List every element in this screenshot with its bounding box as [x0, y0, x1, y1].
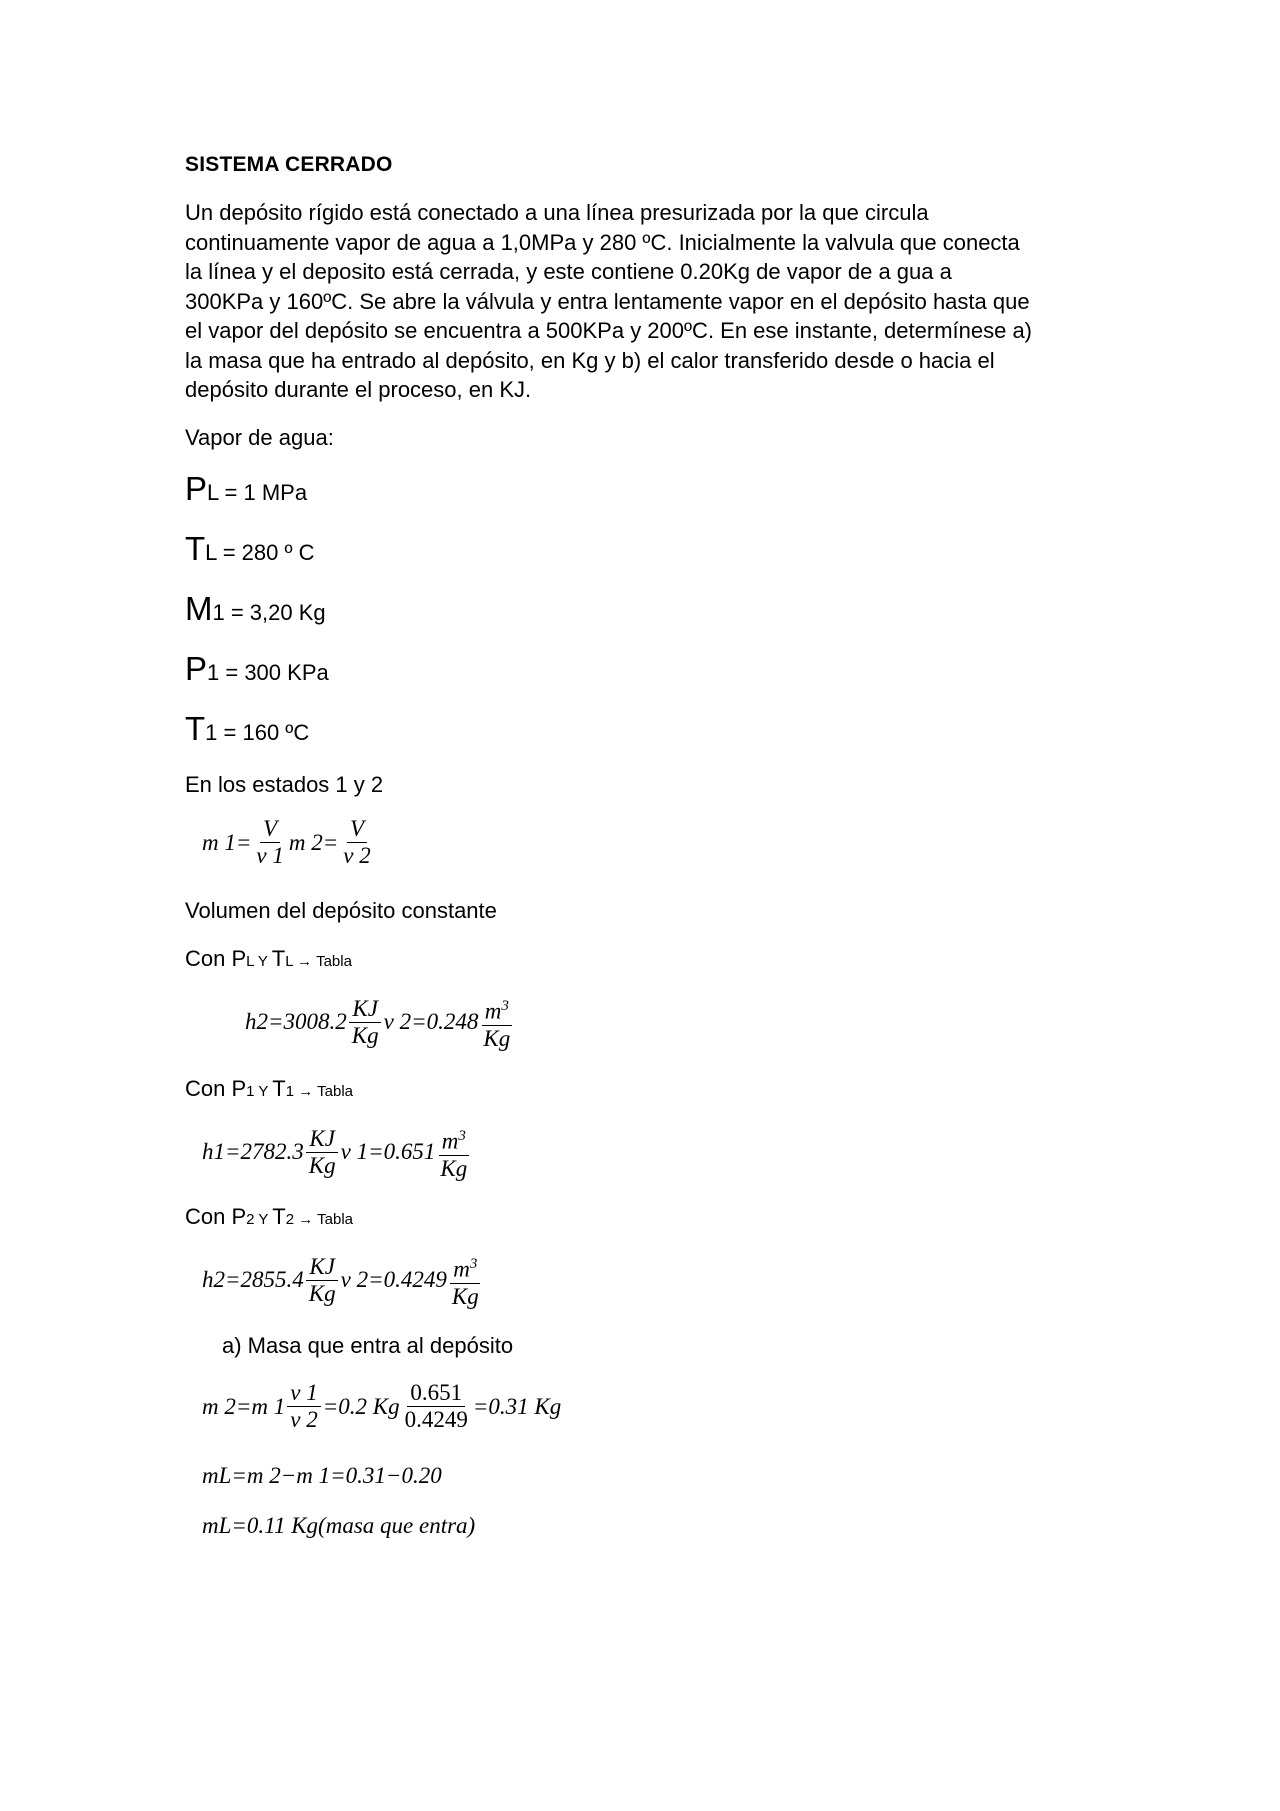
eq-term: h1=2782.3	[202, 1139, 304, 1165]
lookup-arrow: → Tabla	[293, 953, 352, 970]
problem-line: Un depósito rígido está conectado a una línea presurizada por la que circula	[185, 200, 929, 225]
fraction	[480, 993, 513, 1052]
numerator: KJ	[306, 1254, 338, 1281]
denominator: v 2	[290, 1407, 318, 1432]
lookup-sub: 2 Y	[246, 1211, 273, 1228]
numerator: m	[484, 998, 502, 1024]
lookup-sub: 2	[285, 1211, 295, 1228]
equation-m2	[202, 1380, 561, 1433]
variable-value: 1 = 160 ºC	[205, 720, 310, 745]
denominator: Kg	[483, 1025, 511, 1051]
denominator: v 2	[343, 843, 371, 868]
problem-line: depósito durante el proceso, en KJ.	[185, 377, 532, 402]
variable-value: L = 1 MPa	[207, 480, 308, 505]
lookup-sub: 1 Y	[246, 1083, 273, 1100]
fraction	[437, 1123, 470, 1182]
lookup-text: T	[272, 1204, 286, 1229]
problem-line: el vapor del depósito se encuentra a 500KPa y 200ºC. En ese instante, determínese a)	[185, 318, 1033, 343]
table-lookup-2	[185, 1204, 353, 1230]
denominator: v 1	[256, 843, 284, 868]
lookup-arrow: → Tabla	[294, 1211, 354, 1228]
variable-symbol: P	[185, 470, 208, 507]
fraction	[402, 1380, 471, 1433]
denominator: Kg	[308, 1152, 336, 1178]
fraction	[306, 1126, 339, 1179]
equation-h2-state-2	[202, 1251, 484, 1310]
fraction	[340, 816, 373, 869]
eq-term: =0.31 Kg	[472, 1393, 562, 1419]
numerator: V	[260, 816, 280, 843]
problem-statement	[185, 198, 1105, 405]
eq-term: m 1=	[202, 829, 252, 855]
equation-h1	[202, 1123, 472, 1182]
equation-mL-result: mL=0.11 Kg(masa que entra)	[202, 1513, 476, 1538]
denominator: Kg	[351, 1022, 379, 1048]
variable-value: 1 = 3,20 Kg	[212, 600, 326, 625]
lookup-text: Con P	[185, 1076, 247, 1101]
volume-label: Volumen del depósito constante	[185, 898, 497, 923]
vapor-label: Vapor de agua:	[185, 425, 334, 450]
denominator: Kg	[451, 1283, 479, 1309]
lookup-text: T	[272, 1076, 286, 1101]
eq-term: h2=2855.4	[202, 1267, 304, 1293]
table-lookup-L	[185, 946, 352, 972]
exponent: 3	[458, 1128, 466, 1144]
list-item-a: a) Masa que entra al depósito	[222, 1333, 514, 1358]
problem-line: continuamente vapor de agua a 1,0MPa y 280 ºC. Inicialmente la valvula que conecta	[185, 229, 1020, 255]
equation-mL-difference: mL=m 2−m 1=0.31−0.20	[202, 1463, 442, 1488]
numerator: KJ	[306, 1126, 338, 1153]
eq-term: m 2=m 1	[202, 1393, 286, 1419]
variable-T1	[185, 710, 309, 748]
numerator: v 1	[287, 1380, 320, 1407]
fraction	[449, 1251, 482, 1310]
eq-term: m 2=	[288, 829, 339, 855]
fraction	[287, 1380, 320, 1433]
equation-mass-volume	[202, 816, 376, 869]
eq-term: v 1=0.651	[340, 1139, 436, 1165]
exponent: 3	[469, 1256, 478, 1272]
variable-symbol: M	[185, 590, 213, 627]
fraction	[349, 996, 382, 1049]
eq-term: v 2=0.248	[383, 1009, 479, 1035]
denominator: Kg	[308, 1280, 336, 1306]
fraction	[253, 816, 286, 869]
eq-term: h2=3008.2	[245, 1009, 347, 1035]
denominator: 0.4249	[404, 1407, 468, 1432]
denominator: Kg	[440, 1155, 468, 1181]
numerator: m	[441, 1128, 459, 1154]
equation-h2-state-L	[245, 993, 515, 1052]
variable-symbol: P	[185, 650, 208, 687]
lookup-text: Con P	[185, 1204, 247, 1229]
variable-TL	[185, 530, 315, 568]
variable-symbol: T	[185, 530, 206, 567]
variable-M1	[185, 590, 326, 628]
lookup-text: Con P	[185, 946, 247, 971]
numerator: 0.651	[407, 1380, 465, 1407]
problem-line: la masa que ha entrado al depósito, en Kg y b) el calor transferido desde o hacia el	[185, 347, 995, 373]
variable-value: L = 280 º C	[205, 540, 315, 565]
eq-term: v 2=0.4249	[340, 1267, 447, 1293]
numerator: V	[347, 816, 367, 843]
numerator: KJ	[349, 996, 381, 1023]
lookup-text: T	[271, 946, 286, 971]
numerator: m	[453, 1256, 470, 1282]
page-title: SISTEMA CERRADO	[185, 153, 393, 176]
lookup-sub: L	[285, 953, 293, 970]
eq-term: =0.2 Kg	[322, 1393, 400, 1419]
lookup-sub: L Y	[246, 953, 272, 970]
variable-PL	[185, 470, 307, 508]
fraction	[306, 1254, 339, 1307]
states-label: En los estados 1 y 2	[185, 772, 384, 797]
exponent: 3	[501, 998, 509, 1014]
problem-line: 300KPa y 160ºC. Se abre la válvula y entra lentamente vapor en el depósito hasta que	[185, 288, 1030, 314]
table-lookup-1	[185, 1076, 353, 1102]
variable-P1	[185, 650, 329, 688]
problem-line: la línea y el deposito está cerrada, y este contiene 0.20Kg de vapor de a gua a	[185, 259, 952, 284]
lookup-sub: 1	[285, 1083, 295, 1100]
lookup-arrow: → Tabla	[294, 1083, 354, 1100]
variable-symbol: T	[185, 710, 206, 747]
variable-value: 1 = 300 KPa	[207, 660, 329, 685]
